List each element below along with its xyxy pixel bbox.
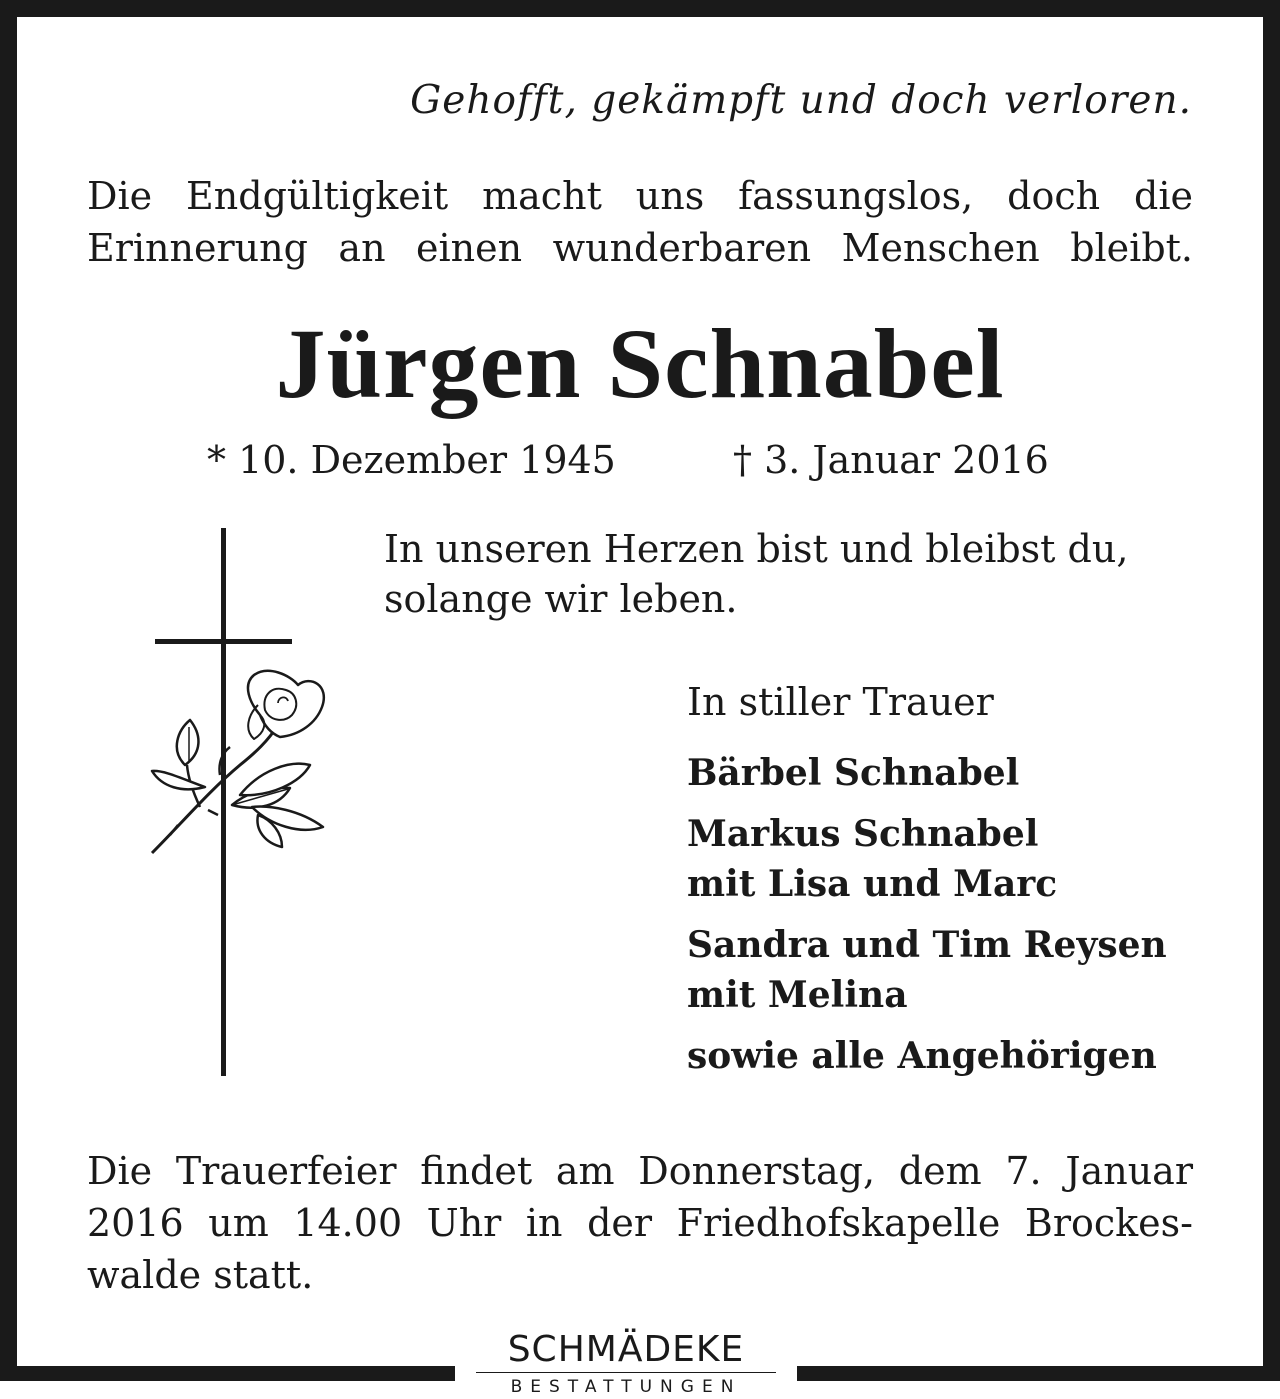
mourner-line: mit Melina [687,974,908,1016]
verse-line: solange wir leben. [384,577,738,621]
bottom-bar-left [0,1366,455,1381]
intro-line: Erinnerung an einen wunderbaren Menschen bleibt. [87,226,1193,270]
service-line: 2016 um 14.00 Uhr in der Friedhofskapelle Brockes- [87,1201,1193,1245]
mourners-list [687,748,1167,1092]
funeral-home-subtitle: BESTATTUNGEN [510,1377,742,1397]
death-date: † 3. Januar 2016 [733,438,1049,482]
mourner-line: Markus Schnabel [687,813,1039,855]
bottom-bar-right [797,1366,1280,1381]
verse [384,524,1128,624]
mourner-line: Bärbel Schnabel [687,752,1020,794]
motto: Gehofft, gekämpft und doch verloren. [410,78,1192,123]
mourner-line: sowie alle Angehörigen [687,1035,1157,1077]
mourner-line: Sandra und Tim Reysen [687,924,1167,966]
mourner-group [687,920,1167,1020]
service-line: Die Trauerfeier findet am Donnerstag, dem 7. Januar [87,1149,1193,1193]
deceased-name: Jürgen Schnabel [275,308,1005,419]
service-info [87,1145,1193,1301]
verse-line: In unseren Herzen bist und bleibst du, [384,527,1129,571]
service-line: walde statt. [87,1253,314,1297]
mourner-group [687,1031,1167,1081]
intro-line: Die Endgültigkeit macht uns fassungslos, doch die [87,174,1193,218]
cross-with-rose-icon [140,525,340,1080]
mourner-line: mit Lisa und Marc [687,863,1058,905]
funeral-home-logo [455,1330,797,1397]
mourner-group [687,809,1167,909]
funeral-home-name: SCHMÄDEKE [507,1329,745,1370]
mourning-title: In stiller Trauer [687,680,994,724]
mourner-group [687,748,1167,798]
birth-date: * 10. Dezember 1945 [207,438,616,482]
logo-divider [476,1372,776,1373]
intro-text [87,170,1193,274]
